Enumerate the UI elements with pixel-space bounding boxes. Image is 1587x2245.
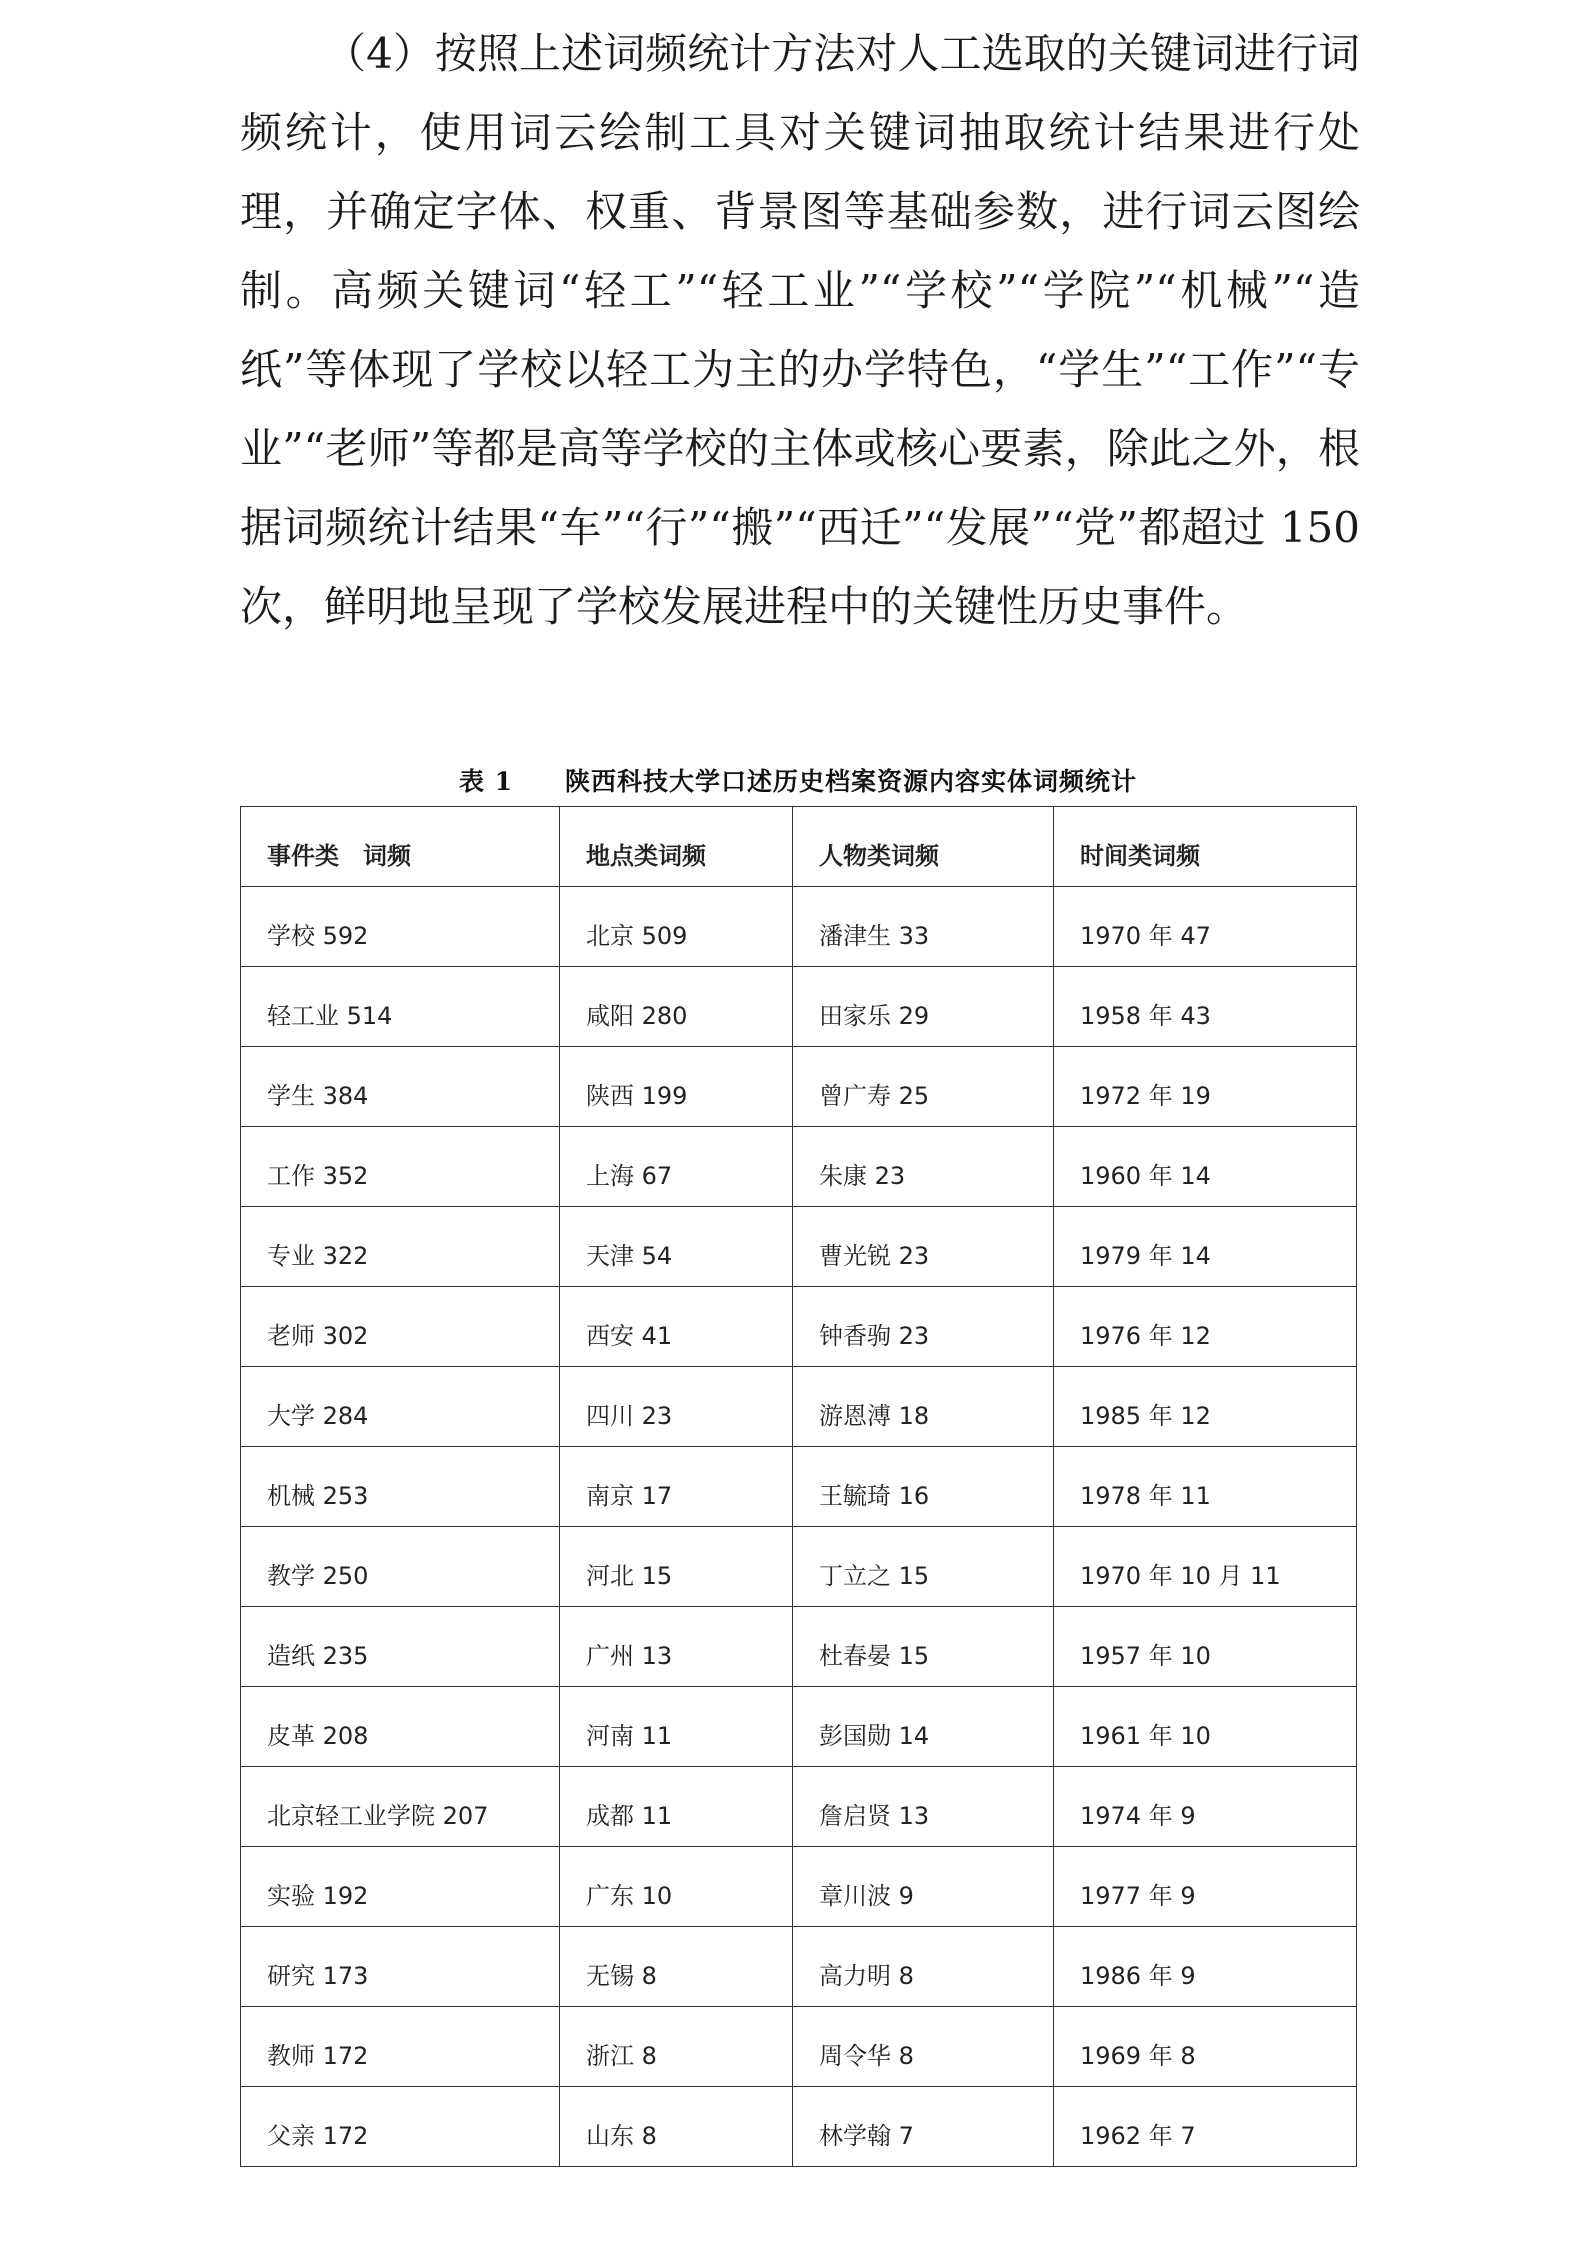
person-cell: 杜春晏 15 [793, 1607, 1054, 1687]
person-cell: 詹启贤 13 [793, 1767, 1054, 1847]
event-cell: 机械 253 [241, 1447, 560, 1527]
table-caption [240, 762, 1356, 798]
time-cell: 1979 年 14 [1054, 1207, 1357, 1287]
location-cell: 四川 23 [560, 1367, 793, 1447]
location-cell: 南京 17 [560, 1447, 793, 1527]
event-cell: 教学 250 [241, 1527, 560, 1607]
person-cell: 丁立之 15 [793, 1527, 1054, 1607]
table-row [241, 1127, 1357, 1207]
table-row [241, 1687, 1357, 1767]
table-row [241, 1447, 1357, 1527]
time-cell: 1985 年 12 [1054, 1367, 1357, 1447]
event-cell: 研究 173 [241, 1927, 560, 2007]
paragraph-text: （4）按照上述词频统计方法对人工选取的关键词进行词频统计，使用词云绘制工具对关键词抽取统计结果进行处理，并确定字体、权重、背景图等基础参数，进行词云图绘制。高频关键词“轻工”“轻工业”“学校”“学院”“机械”“造纸”等体现了学校以轻工为主的办学特色，“学生”“工作”“专业”“老师”等都是高等学校的主体或核心要素，除此之外，根据词频统计结果“车”“行”“搬”“西迁”“发展”“党”都超过 150 次，鲜明地呈现了学校发展进程中的关键性历史事件。 [240, 29, 1360, 631]
event-cell: 工作 352 [241, 1127, 560, 1207]
table-row [241, 1047, 1357, 1127]
person-cell: 彭国勋 14 [793, 1687, 1054, 1767]
event-cell: 教师 172 [241, 2007, 560, 2087]
body-paragraph [240, 14, 1360, 646]
time-cell: 1970 年 47 [1054, 887, 1357, 967]
time-cell: 1977 年 9 [1054, 1847, 1357, 1927]
person-cell: 周令华 8 [793, 2007, 1054, 2087]
table-row [241, 1207, 1357, 1287]
person-cell: 田家乐 29 [793, 967, 1054, 1047]
person-cell: 潘津生 33 [793, 887, 1054, 967]
table-row [241, 2007, 1357, 2087]
event-cell: 专业 322 [241, 1207, 560, 1287]
time-cell: 1978 年 11 [1054, 1447, 1357, 1527]
location-cell: 河北 15 [560, 1527, 793, 1607]
person-cell: 曹光锐 23 [793, 1207, 1054, 1287]
table-row [241, 1607, 1357, 1687]
time-cell: 1976 年 12 [1054, 1287, 1357, 1367]
table-row [241, 1287, 1357, 1367]
event-cell: 父亲 172 [241, 2087, 560, 2167]
location-cell: 广州 13 [560, 1607, 793, 1687]
event-cell: 轻工业 514 [241, 967, 560, 1047]
location-cell: 浙江 8 [560, 2007, 793, 2087]
person-cell: 王毓琦 16 [793, 1447, 1054, 1527]
person-cell: 林学翰 7 [793, 2087, 1054, 2167]
time-cell: 1957 年 10 [1054, 1607, 1357, 1687]
time-cell: 1970 年 10 月 11 [1054, 1527, 1357, 1607]
person-cell: 曾广寿 25 [793, 1047, 1054, 1127]
time-cell: 1986 年 9 [1054, 1927, 1357, 2007]
time-cell: 1974 年 9 [1054, 1767, 1357, 1847]
location-cell: 上海 67 [560, 1127, 793, 1207]
header-person: 人物类词频 [793, 807, 1054, 887]
header-event: 事件类 词频 [241, 807, 560, 887]
event-cell: 皮革 208 [241, 1687, 560, 1767]
person-cell: 高力明 8 [793, 1927, 1054, 2007]
header-location: 地点类词频 [560, 807, 793, 887]
table-row [241, 967, 1357, 1047]
location-cell: 陕西 199 [560, 1047, 793, 1127]
person-cell: 章川波 9 [793, 1847, 1054, 1927]
time-cell: 1958 年 43 [1054, 967, 1357, 1047]
table-row [241, 1927, 1357, 2007]
event-cell: 学生 384 [241, 1047, 560, 1127]
location-cell: 天津 54 [560, 1207, 793, 1287]
table-header-row [241, 807, 1357, 887]
event-cell: 大学 284 [241, 1367, 560, 1447]
table-row [241, 1367, 1357, 1447]
time-cell: 1969 年 8 [1054, 2007, 1357, 2087]
table-row [241, 1767, 1357, 1847]
location-cell: 山东 8 [560, 2087, 793, 2167]
event-cell: 北京轻工业学院 207 [241, 1767, 560, 1847]
location-cell: 北京 509 [560, 887, 793, 967]
location-cell: 无锡 8 [560, 1927, 793, 2007]
time-cell: 1960 年 14 [1054, 1127, 1357, 1207]
table-row [241, 1847, 1357, 1927]
table-caption-title: 陕西科技大学口述历史档案资源内容实体词频统计 [565, 767, 1138, 796]
table-caption-number: 表 1 [458, 767, 514, 796]
event-cell: 学校 592 [241, 887, 560, 967]
person-cell: 朱康 23 [793, 1127, 1054, 1207]
event-cell: 实验 192 [241, 1847, 560, 1927]
table-row [241, 887, 1357, 967]
word-frequency-table [240, 806, 1357, 2167]
table-row [241, 2087, 1357, 2167]
table-body [241, 887, 1357, 2167]
event-cell: 老师 302 [241, 1287, 560, 1367]
time-cell: 1972 年 19 [1054, 1047, 1357, 1127]
person-cell: 游恩溥 18 [793, 1367, 1054, 1447]
location-cell: 河南 11 [560, 1687, 793, 1767]
event-cell: 造纸 235 [241, 1607, 560, 1687]
location-cell: 咸阳 280 [560, 967, 793, 1047]
location-cell: 广东 10 [560, 1847, 793, 1927]
location-cell: 西安 41 [560, 1287, 793, 1367]
person-cell: 钟香驹 23 [793, 1287, 1054, 1367]
header-time: 时间类词频 [1054, 807, 1357, 887]
location-cell: 成都 11 [560, 1767, 793, 1847]
time-cell: 1961 年 10 [1054, 1687, 1357, 1767]
time-cell: 1962 年 7 [1054, 2087, 1357, 2167]
table-row [241, 1527, 1357, 1607]
